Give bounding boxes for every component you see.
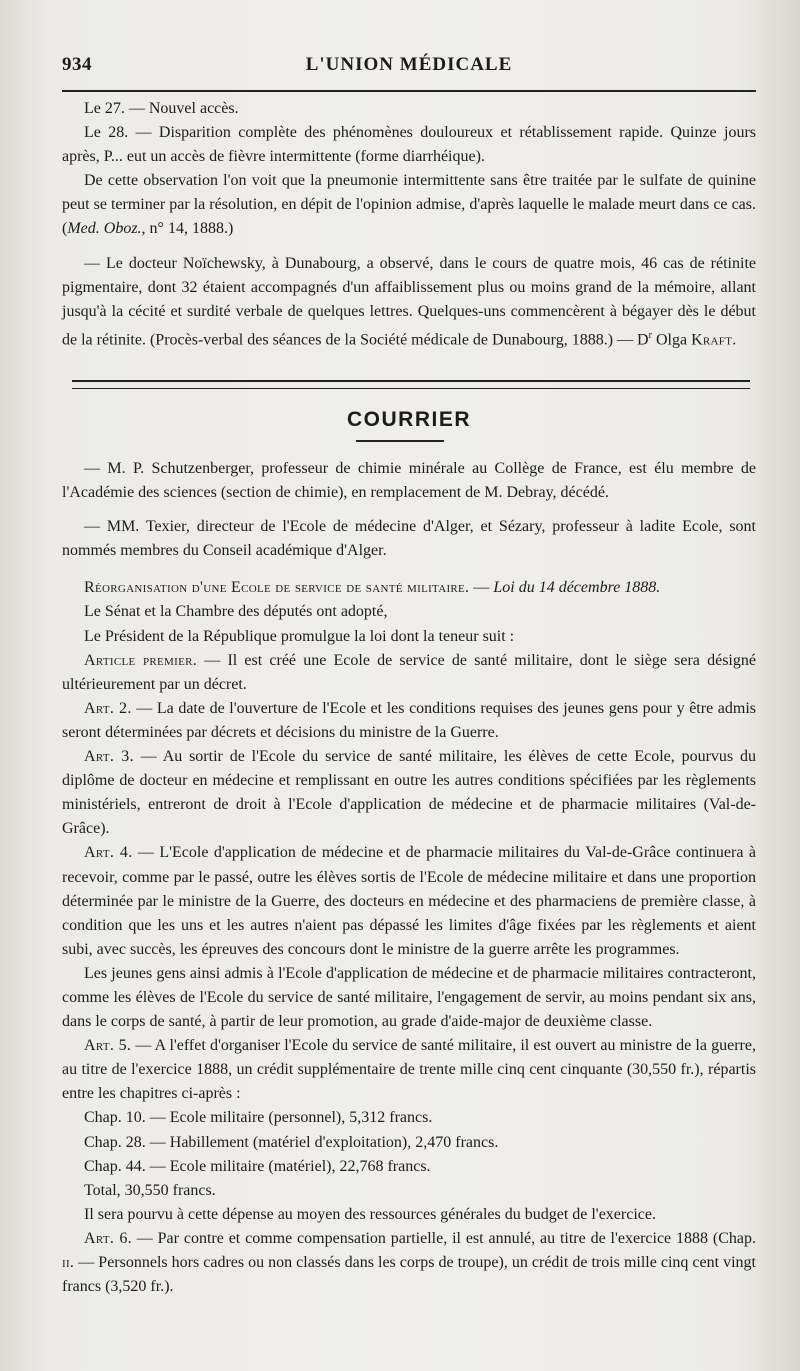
article-3-text: — Au sortir de l'Ecole du service de santé militaire, les élèves de cette Ecole, pourvus du diplôme de docteur en médecine et remplissant en outre les autres conditions spécifiées par les règlements ministériels, entreront de droit à l'Ecole d'application de médecine et de pharmacie militaires (Val-de-Grâce). bbox=[62, 748, 756, 838]
article-4-paragraph-2: Les jeunes gens ainsi admis à l'Ecole d'application de médecine et de pharmacie militaires contracteront, comme les élèves de l'Ecole du service de santé militaire, l'engagement de servir, au moins pendant six ans, dans le corps de santé, à partir de leur promotion, au grade d'aide-major de deuxième classe. bbox=[62, 964, 756, 1031]
page-number: 934 bbox=[62, 54, 92, 75]
chapter-44-line: Chap. 44. — Ecole militaire (matériel), 22,768 francs. bbox=[84, 1157, 431, 1175]
courrier-section bbox=[62, 457, 756, 1299]
paragraph-pourvu: Il sera pourvu à cette dépense au moyen des ressources générales du budget de l'exercice. bbox=[84, 1205, 656, 1223]
article-2-label: Art. 2. bbox=[84, 699, 132, 717]
article-6-text: — Par contre et comme compensation partielle, il est annulé, au titre de l'exercice 1888 (Chap. bbox=[131, 1229, 756, 1247]
section-divider bbox=[72, 380, 750, 389]
chapter-10-line: Chap. 10. — Ecole militaire (personnel), 5,312 francs. bbox=[84, 1109, 433, 1127]
author-last: Kraft. bbox=[691, 331, 737, 349]
header-rule bbox=[62, 90, 756, 92]
law-title: Réorganisation d'une Ecole de service de santé militaire. bbox=[84, 579, 470, 597]
running-title: L'UNION MÉDICALE bbox=[305, 54, 513, 75]
page-header bbox=[62, 50, 756, 80]
doctor-superscript: r bbox=[648, 329, 652, 341]
paragraph-le-28: Le 28. — Disparition complète des phénomènes douloureux et rétablissement rapide. Quinze jours après, P... eut un accès de fièvre intermittente (forme diarrhéique). bbox=[62, 124, 756, 166]
article-5 bbox=[62, 1034, 756, 1106]
article-2 bbox=[62, 697, 756, 745]
chapter-28-line: Chap. 28. — Habillement (matériel d'exploitation), 2,470 francs. bbox=[84, 1133, 499, 1151]
article-5-label: Art. 5. bbox=[84, 1037, 132, 1055]
total-line: Total, 30,550 francs. bbox=[84, 1181, 216, 1199]
citation-number: , n° 14, 1888.) bbox=[141, 220, 234, 238]
author-first: Olga bbox=[651, 331, 692, 349]
article-2-text: — La date de l'ouverture de l'Ecole et les conditions requises des jeunes gens pour y être admis seront déterminées par décrets et décisions du ministre de la Guerre. bbox=[62, 699, 756, 741]
law-dash: — bbox=[469, 579, 494, 597]
paragraph-le-27: Le 27. — Nouvel accès. bbox=[84, 100, 239, 117]
noichewsky-text: — Le docteur Noïchewsky, à Dunabourg, a observé, dans le cours de quatre mois, 46 cas de rétinite pigmentaire, dont 32 étaient accompagnés d'un affaiblissement plus ou moins grand de la mémoire, allant jusqu'à la cécité et surdité verbale de quelques lettres. Quelques-uns commencèrent à bégayer dès le début de la rétinite. (Procès-verbal des séances de la Société médicale de Dunabourg, 1888.) — D bbox=[62, 254, 756, 349]
article-1-label: Article premier. bbox=[84, 651, 198, 669]
article-3 bbox=[62, 745, 756, 841]
section-title: COURRIER bbox=[346, 408, 471, 431]
paragraph-texier: — MM. Texier, directeur de l'Ecole de médecine d'Alger, et Sézary, professeur à ladite Ecole, sont nommés membres du Conseil académique d'Alger. bbox=[62, 518, 756, 560]
article-6-label: Art. 6. bbox=[84, 1229, 132, 1247]
article-6-text-2: — Personnels hors cadres ou non classés dans les corps de troupe), un crédit de trois mille cinq cent vingt francs (3,520 fr.). bbox=[62, 1254, 756, 1296]
law-heading bbox=[62, 576, 756, 600]
article-6-chapter: ii. bbox=[62, 1254, 75, 1271]
article-1-text: — Il est créé une Ecole de service de santé militaire, dont le siège sera désigné ultérieurement par un décret. bbox=[62, 651, 756, 693]
paragraph-observation bbox=[62, 169, 756, 241]
article-1 bbox=[62, 649, 756, 697]
article-5-text: — A l'effet d'organiser l'Ecole du service de santé militaire, il est ouvert au ministre de la guerre, au titre de l'exercice 1888, un crédit supplémentaire de trente mille cinq cent cinquante (30,550 fr.), répartis entre les chapitres ci-après : bbox=[62, 1037, 756, 1103]
law-date: Loi du 14 décembre 1888. bbox=[493, 579, 661, 597]
article-3-label: Art. 3. bbox=[84, 748, 134, 766]
article-4 bbox=[62, 841, 756, 961]
paragraph-president: Le Président de la République promulgue la loi dont la teneur suit : bbox=[84, 627, 515, 645]
article-6 bbox=[62, 1227, 756, 1299]
article-4-text: — L'Ecole d'application de médecine et de pharmacie militaires du Val-de-Grâce continuera à recevoir, comme par le passé, outre les élèves sortis de l'Ecole de médecine militaire et dans une proportion déterminée par le ministre de la Guerre, des docteurs en médecine et des pharmaciens de première classe, à condition que les uns et les autres n'aient pas dépassé les limites d'âge fixées par les règlements et aient subi, avec succès, les épreuves des concours dont le ministre de la guerre arrête les programmes. bbox=[62, 844, 756, 958]
top-section bbox=[62, 97, 756, 352]
observation-text: De cette observation l'on voit que la pneumonie intermittente sans être traitée par le sulfate de quinine peut se terminer par la résolution, en dépit de l'opinion admise, d'après laquelle le malade meurt dans ce cas. ( bbox=[62, 172, 756, 238]
article-4-label: Art. 4. bbox=[84, 844, 133, 862]
paragraph-senat: Le Sénat et la Chambre des députés ont adopté, bbox=[84, 603, 388, 621]
source-citation: Med. Oboz. bbox=[67, 220, 142, 238]
title-underline bbox=[356, 440, 444, 442]
paragraph-schutzenberger: — M. P. Schutzenberger, professeur de chimie minérale au Collège de France, est élu membre de l'Académie des sciences (section de chimie), en remplacement de M. Debray, décédé. bbox=[62, 460, 756, 502]
paragraph-noichewsky bbox=[62, 252, 756, 353]
